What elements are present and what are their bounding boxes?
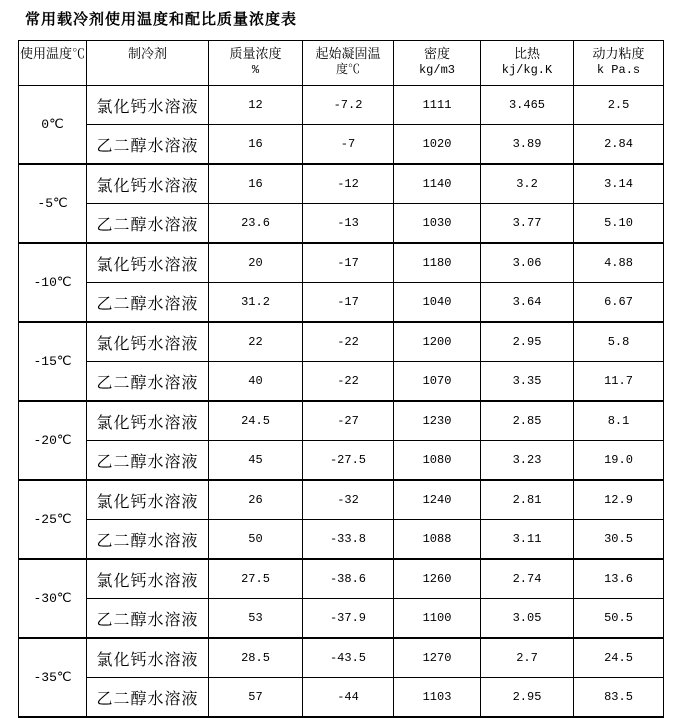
value-cell: 2.81 (481, 480, 574, 520)
value-cell: 3.64 (481, 283, 574, 323)
coolant-name-cell: 乙二醇水溶液 (87, 125, 209, 165)
header-label: 使用温度℃ (19, 46, 85, 61)
value-cell: 2.95 (481, 678, 574, 718)
temperature-cell: -30℃ (19, 559, 87, 638)
table-row (19, 401, 664, 441)
header-cell-coolant (87, 41, 209, 86)
value-cell: 16 (209, 125, 303, 165)
coolant-name-cell: 乙二醇水溶液 (87, 599, 209, 639)
header-cell-specific-heat (481, 41, 574, 86)
value-cell: 2.74 (481, 559, 574, 599)
value-cell: -32 (303, 480, 394, 520)
header-cell-mass-concentration (209, 41, 303, 86)
table-row (19, 480, 664, 520)
value-cell: 12 (209, 86, 303, 125)
header-cell-density (394, 41, 481, 86)
value-cell: 2.5 (574, 86, 664, 125)
value-cell: -17 (303, 243, 394, 283)
value-cell: -7.2 (303, 86, 394, 125)
value-cell: 83.5 (574, 678, 664, 718)
value-cell: 50 (209, 520, 303, 560)
value-cell: 3.05 (481, 599, 574, 639)
value-cell: 3.14 (574, 164, 664, 204)
header-cell-freezing-temperature (303, 41, 394, 86)
header-cell-dynamic-viscosity (574, 41, 664, 86)
value-cell: 1030 (394, 204, 481, 244)
page-title: 常用载冷剂使用温度和配比质量浓度表 (25, 11, 298, 28)
value-cell: 27.5 (209, 559, 303, 599)
coolant-name-cell: 氯化钙水溶液 (87, 322, 209, 362)
table-row (19, 125, 664, 165)
value-cell: 8.1 (574, 401, 664, 441)
coolant-name-cell: 氯化钙水溶液 (87, 638, 209, 678)
table-row (19, 322, 664, 362)
coolant-name-cell: 乙二醇水溶液 (87, 204, 209, 244)
table-row (19, 599, 664, 639)
temperature-cell: -5℃ (19, 164, 87, 243)
temperature-cell: -15℃ (19, 322, 87, 401)
value-cell: 1088 (394, 520, 481, 560)
value-cell: 1020 (394, 125, 481, 165)
table-row (19, 638, 664, 678)
coolant-name-cell: 乙二醇水溶液 (87, 520, 209, 560)
value-cell: 11.7 (574, 362, 664, 402)
value-cell: 2.95 (481, 322, 574, 362)
table-row (19, 243, 664, 283)
coolant-name-cell: 乙二醇水溶液 (87, 678, 209, 718)
temperature-cell: -25℃ (19, 480, 87, 559)
value-cell: -33.8 (303, 520, 394, 560)
value-cell: 1230 (394, 401, 481, 441)
value-cell: 20 (209, 243, 303, 283)
table-row (19, 204, 664, 244)
header-unit: % (251, 63, 260, 77)
value-cell: -37.9 (303, 599, 394, 639)
table-row (19, 441, 664, 481)
value-cell: 4.88 (574, 243, 664, 283)
value-cell: 1111 (394, 86, 481, 125)
value-cell: 1040 (394, 283, 481, 323)
header-label: 制冷剂 (127, 46, 167, 61)
value-cell: 3.465 (481, 86, 574, 125)
value-cell: 40 (209, 362, 303, 402)
coolant-name-cell: 乙二醇水溶液 (87, 283, 209, 323)
value-cell: 30.5 (574, 520, 664, 560)
coolant-name-cell: 氯化钙水溶液 (87, 243, 209, 283)
value-cell: 26 (209, 480, 303, 520)
value-cell: 31.2 (209, 283, 303, 323)
value-cell: 5.10 (574, 204, 664, 244)
value-cell: 1070 (394, 362, 481, 402)
table-row (19, 559, 664, 599)
coolant-name-cell: 乙二醇水溶液 (87, 362, 209, 402)
value-cell: -38.6 (303, 559, 394, 599)
coolant-name-cell: 氯化钙水溶液 (87, 480, 209, 520)
value-cell: 5.8 (574, 322, 664, 362)
value-cell: 12.9 (574, 480, 664, 520)
temperature-cell: -10℃ (19, 243, 87, 322)
table-row (19, 520, 664, 560)
temperature-cell: -20℃ (19, 401, 87, 480)
header-label: 动力粘度 (592, 46, 645, 61)
value-cell: -43.5 (303, 638, 394, 678)
value-cell: -27 (303, 401, 394, 441)
value-cell: 1080 (394, 441, 481, 481)
header-unit: k Pa.s (596, 63, 641, 77)
table-row (19, 283, 664, 323)
value-cell: 19.0 (574, 441, 664, 481)
value-cell: 1140 (394, 164, 481, 204)
value-cell: 2.7 (481, 638, 574, 678)
value-cell: 22 (209, 322, 303, 362)
value-cell: 1240 (394, 480, 481, 520)
value-cell: -17 (303, 283, 394, 323)
value-cell: -12 (303, 164, 394, 204)
coolant-name-cell: 氯化钙水溶液 (87, 86, 209, 125)
temperature-cell: -35℃ (19, 638, 87, 717)
value-cell: 45 (209, 441, 303, 481)
value-cell: 16 (209, 164, 303, 204)
header-unit: kj/kg.K (501, 63, 553, 77)
header-label: 质量浓度 (229, 46, 282, 61)
value-cell: 3.11 (481, 520, 574, 560)
value-cell: -27.5 (303, 441, 394, 481)
value-cell: 3.77 (481, 204, 574, 244)
value-cell: -7 (303, 125, 394, 165)
value-cell: 1180 (394, 243, 481, 283)
value-cell: 1200 (394, 322, 481, 362)
header-cell-temperature (19, 41, 87, 86)
value-cell: 3.89 (481, 125, 574, 165)
value-cell: 3.23 (481, 441, 574, 481)
value-cell: 2.85 (481, 401, 574, 441)
value-cell: 6.67 (574, 283, 664, 323)
header-row (19, 41, 664, 86)
value-cell: 53 (209, 599, 303, 639)
coolant-name-cell: 氯化钙水溶液 (87, 164, 209, 204)
coolant-properties-table (18, 40, 664, 718)
table-row (19, 164, 664, 204)
table-row (19, 678, 664, 718)
header-label: 起始凝固温 (315, 46, 381, 61)
coolant-name-cell: 氯化钙水溶液 (87, 401, 209, 441)
value-cell: -13 (303, 204, 394, 244)
value-cell: 57 (209, 678, 303, 718)
coolant-name-cell: 氯化钙水溶液 (87, 559, 209, 599)
temperature-cell: 0℃ (19, 86, 87, 165)
header-unit: 度℃ (335, 63, 360, 77)
value-cell: -44 (303, 678, 394, 718)
table-row (19, 362, 664, 402)
value-cell: 24.5 (209, 401, 303, 441)
value-cell: 3.2 (481, 164, 574, 204)
value-cell: 50.5 (574, 599, 664, 639)
value-cell: 2.84 (574, 125, 664, 165)
value-cell: 28.5 (209, 638, 303, 678)
value-cell: -22 (303, 322, 394, 362)
value-cell: 1260 (394, 559, 481, 599)
header-label: 密度 (423, 46, 450, 61)
header-unit: kg/m3 (418, 63, 455, 77)
value-cell: 1100 (394, 599, 481, 639)
value-cell: -22 (303, 362, 394, 402)
value-cell: 1270 (394, 638, 481, 678)
value-cell: 24.5 (574, 638, 664, 678)
value-cell: 1103 (394, 678, 481, 718)
value-cell: 3.06 (481, 243, 574, 283)
value-cell: 13.6 (574, 559, 664, 599)
header-label: 比热 (513, 46, 540, 61)
table-row (19, 86, 664, 125)
coolant-name-cell: 乙二醇水溶液 (87, 441, 209, 481)
value-cell: 3.35 (481, 362, 574, 402)
value-cell: 23.6 (209, 204, 303, 244)
